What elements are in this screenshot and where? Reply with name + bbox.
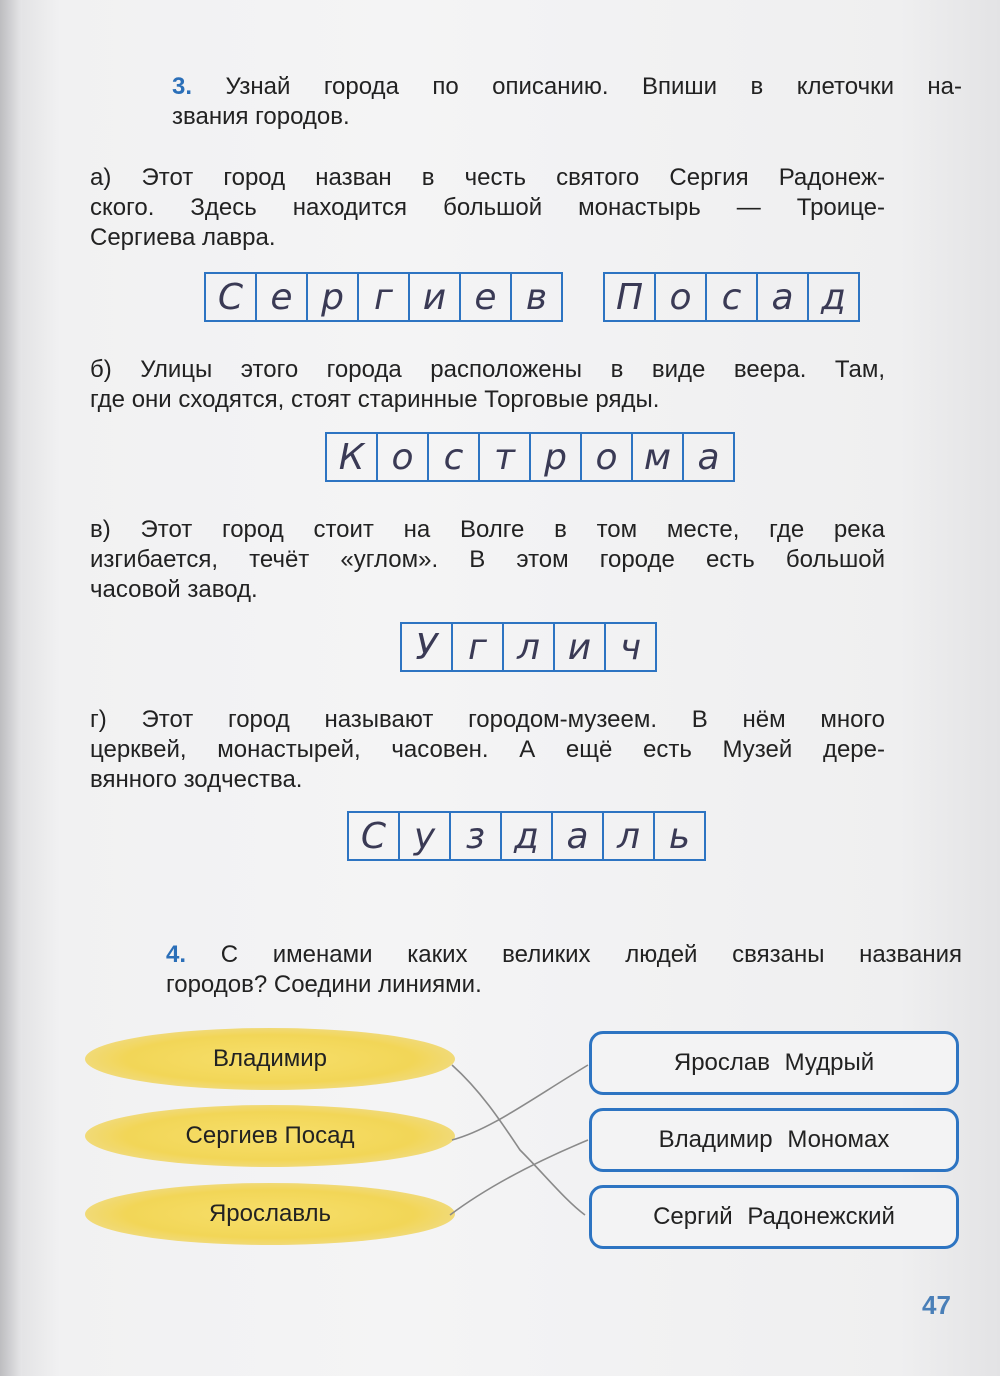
task4-number: 4. — [166, 941, 187, 968]
task3-g-line1: г) Этот город называют городом-музеем. В нём много — [90, 706, 885, 733]
answer-cell[interactable]: К — [327, 434, 378, 480]
answer-cell[interactable]: д — [821, 276, 846, 318]
task3-a-line2: ского. Здесь находится большой монастырь — Троице- — [90, 194, 885, 221]
city-oval-yaroslavl[interactable]: Ярославль — [85, 1183, 455, 1245]
answer-cell[interactable]: г — [359, 274, 410, 320]
answer-cell[interactable]: ь — [668, 815, 691, 857]
answer-cell[interactable]: в — [525, 276, 548, 318]
person-box-vladimir-monomakh[interactable]: Владимир Мономах — [589, 1108, 959, 1172]
city-oval-vladimir[interactable]: Владимир — [85, 1028, 455, 1090]
answer-cell[interactable]: С — [206, 274, 257, 320]
answer-cell[interactable]: у — [400, 813, 451, 859]
answer-cell[interactable]: л — [504, 624, 555, 670]
page-number: 47 — [922, 1290, 951, 1320]
answer-cell[interactable]: У — [402, 624, 453, 670]
city-oval-sergiev-posad[interactable]: Сергиев Посад — [85, 1105, 455, 1167]
answer-cell[interactable]: л — [604, 813, 655, 859]
answer-cell[interactable]: м — [633, 434, 684, 480]
connection-line-3 — [450, 1140, 588, 1215]
answer-cell[interactable]: е — [461, 274, 512, 320]
answer-cell[interactable]: т — [480, 434, 531, 480]
task3-v-line3: часовой завод. — [90, 576, 258, 603]
task3-instruction-line2: звания городов. — [172, 103, 350, 130]
answer-cell[interactable]: о — [378, 434, 429, 480]
answer-cell[interactable]: и — [555, 624, 606, 670]
answer-cell[interactable]: с — [707, 274, 758, 320]
task3-b-line1: б) Улицы этого города расположены в виде веера. Там, — [90, 356, 885, 383]
answer-cell[interactable]: С — [349, 813, 400, 859]
connection-line-1 — [452, 1065, 585, 1215]
person-box-sergiy-radonezhsky[interactable]: Сергий Радонежский — [589, 1185, 959, 1249]
task3-a-line3: Сергиева лавра. — [90, 224, 276, 251]
answer-cell[interactable]: с — [429, 434, 480, 480]
answer-cell[interactable]: а — [697, 436, 720, 478]
person-box-yaroslav-mudry[interactable]: Ярослав Мудрый — [589, 1031, 959, 1095]
answer-cell[interactable]: П — [605, 274, 656, 320]
task4-instruction-line1: С именами каких великих людей связаны названия — [220, 941, 962, 968]
answer-cell[interactable]: е — [257, 274, 308, 320]
answer-cell[interactable]: а — [758, 274, 809, 320]
task3-instruction-line1: Узнай города по описанию. Впиши в клеточки на- — [225, 73, 963, 100]
task3-v-line1: в) Этот город стоит на Волге в том месте, где река — [90, 516, 885, 543]
answer-cell[interactable]: и — [410, 274, 461, 320]
task3-a-line1: а) Этот город назван в честь святого Сергия Радонеж- — [90, 164, 885, 191]
answer-cell[interactable]: о — [656, 274, 707, 320]
answer-cell[interactable]: о — [582, 434, 633, 480]
task3-g-line3: вянного зодчества. — [90, 766, 303, 793]
task3-b-line2: где они сходятся, стоят старинные Торговые ряды. — [90, 386, 660, 413]
answer-cell[interactable]: д — [502, 813, 553, 859]
answer-cell[interactable]: р — [308, 274, 359, 320]
task4-instruction-line2: городов? Соедини линиями. — [166, 971, 482, 998]
answer-cell[interactable]: а — [553, 813, 604, 859]
task3-g-line2: церквей, монастырей, часовен. А ещё есть Музей дере- — [90, 736, 885, 763]
task3-number: 3. — [172, 73, 193, 100]
answer-cell[interactable]: ч — [619, 626, 642, 668]
answer-cell[interactable]: з — [451, 813, 502, 859]
answer-cell[interactable]: р — [531, 434, 582, 480]
connection-line-2 — [452, 1065, 588, 1140]
task3-v-line2: изгибается, течёт «углом». В этом городе есть большой — [90, 546, 885, 573]
answer-cell[interactable]: г — [453, 624, 504, 670]
